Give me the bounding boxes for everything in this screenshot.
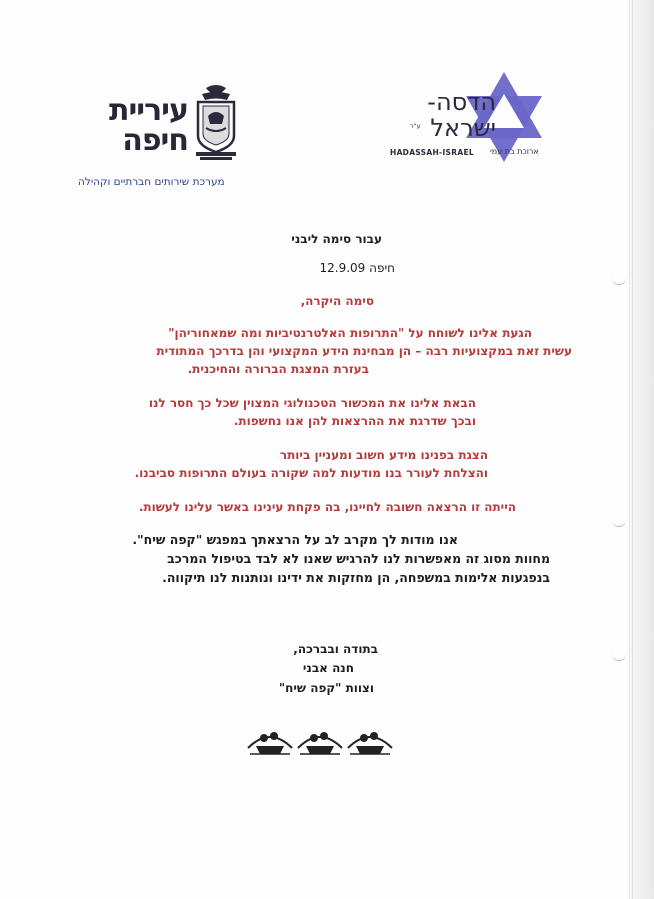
hadassah-logo [378, 70, 548, 170]
hadassah-english-name: HADASSAH-ISRAEL [390, 148, 474, 157]
coffee-cup-icon [248, 732, 292, 754]
coffee-cups-illustration [246, 718, 396, 758]
signature-name: חנה אבני [302, 661, 354, 675]
date-line [310, 261, 396, 275]
signature-team: וצוות "קפה שיח" [278, 681, 374, 695]
closing-line-1: אנו מודות לך מקרב לב על הרצאתך במפגש "קפה שיח". [132, 532, 458, 547]
haifa-emblem-icon [192, 84, 240, 162]
hadassah-registered-mark: ע"ר [410, 122, 421, 130]
signature-thanks: בתודה ובברכה, [293, 642, 378, 656]
recipient-line: עבור סימה ליבני [291, 232, 382, 246]
greeting: סימה היקרה, [300, 294, 374, 308]
paragraph-1-line-2: עשית זאת במקצועיות רבה – הן מבחינת הידע המקצועי והן בדרכך המתודית [156, 344, 572, 358]
margin-mark [612, 276, 626, 285]
paragraph-4-line-1: הייתה זו הרצאה חשובה לחיינו, בה פקחת עינינו באשר עלינו לעשות. [138, 500, 516, 514]
paragraph-2-line-2: ובכך שדרגת את ההרצאות להן אנו נחשפות. [233, 414, 476, 428]
paragraph-1-line-1: הגעת אלינו לשוחח על "התרופות האלטרנטיביות ומה שמאחוריהן" [168, 326, 532, 340]
closing-line-2: מחוות מסוג זה מאפשרות לנו להרגיש שאנו לא לבד בטיפול המרכב [167, 551, 550, 566]
haifa-subtitle: מערכת שירותים חברתיים וקהילה [78, 176, 225, 188]
paragraph-1-line-3: בעזרת המצגת הברורה והחיכנית. [187, 362, 369, 376]
margin-mark [612, 518, 626, 527]
coffee-cup-icon [298, 732, 342, 754]
city: חיפה [369, 261, 395, 275]
hadassah-tagline: ארוכת בת עמי [490, 147, 539, 156]
closing-line-3: בנפגעות אלימות במשפחה, הן מחזקות את ידינו ונותנות לנו תיקווה. [162, 570, 550, 585]
haifa-name-line-2: חיפה [122, 123, 188, 158]
hadassah-name-line-2: ישראל [430, 114, 496, 142]
haifa-name-line-1: עיריית [108, 93, 188, 128]
page-edge-line [632, 0, 633, 899]
paragraph-2-line-1: הבאת אלינו את המכשור הטכנולוגי המצוין שכל כך חסר לנו [148, 396, 476, 410]
paragraph-3-line-2: והצלחת לעורר בנו מודעות למה שקורה בעולם התרופות סביבנו. [134, 466, 488, 480]
hadassah-name-line-1: הדסה- [427, 88, 496, 116]
coffee-cup-icon [348, 732, 392, 754]
margin-mark [612, 652, 626, 661]
paragraph-3-line-1: הצגת בפנינו מידע חשוב ומעניין ביותר [279, 448, 488, 462]
date: 12.9.09 [319, 261, 366, 275]
